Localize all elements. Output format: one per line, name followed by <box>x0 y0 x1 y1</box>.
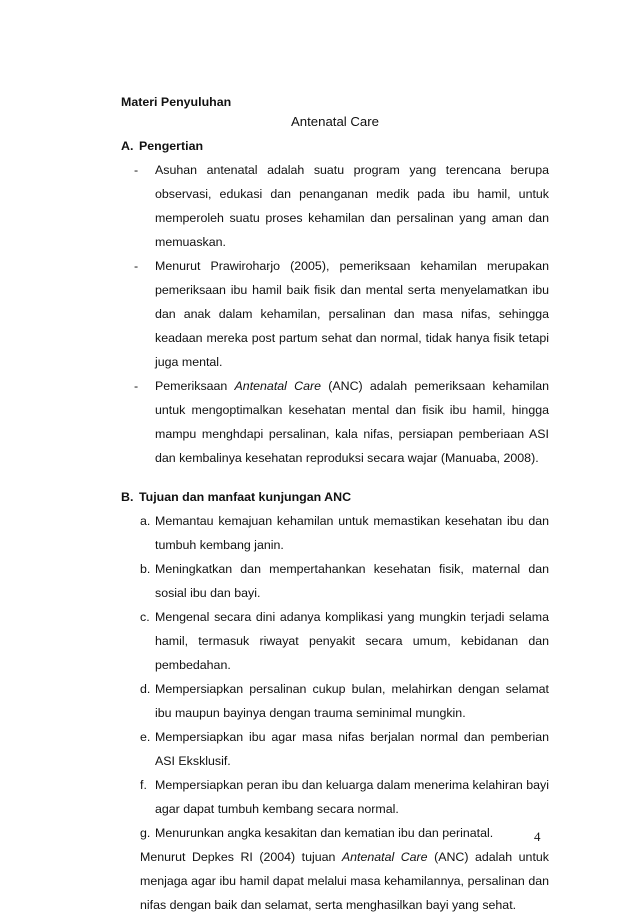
objective-text: Menurunkan angka kesakitan dan kematian ibu dan perinatal. <box>155 826 494 840</box>
section-b-title: Tujuan dan manfaat kunjungan ANC <box>139 490 352 504</box>
bullet-dash: - <box>134 259 139 273</box>
objective-item <box>121 509 549 557</box>
objectives-list <box>121 509 549 845</box>
bullet-dash: - <box>134 379 139 393</box>
definition-item <box>121 254 549 374</box>
section-b-letter: B. <box>121 490 134 504</box>
objective-text: Memantau kemajuan kehamilan untuk memastikan kesehatan ibu dan tumbuh kembang janin. <box>155 514 549 552</box>
objective-marker: b. <box>140 562 151 576</box>
objective-item <box>121 773 549 821</box>
section-a-letter: A. <box>121 139 134 153</box>
objective-item <box>121 557 549 605</box>
objective-marker: c. <box>140 610 150 624</box>
objective-text: Mengenal secara dini adanya komplikasi yang mungkin terjadi selama hamil, termasuk riwayat penyakit secara umum, kebidanan dan pembedahan. <box>155 610 549 672</box>
definition-item <box>121 158 549 254</box>
definition-text: Asuhan antenatal adalah suatu program yang terencana berupa observasi, edukasi dan penanganan medik pada ibu hamil, untuk memperoleh suatu proses kehamilan dan persalinan yang aman dan memuaskan. <box>155 163 549 249</box>
definition-item <box>121 374 549 470</box>
document-body <box>121 90 549 917</box>
objective-marker: f. <box>140 778 147 792</box>
closing-text-post: (ANC) adalah untuk menjaga agar ibu hamil dapat melalui masa kehamilannya, persalinan dan nifas dengan baik dan selamat, serta menghasilkan bayi yang sehat. <box>140 850 549 912</box>
objective-text: Mempersiapkan peran ibu dan keluarga dalam menerima kelahiran bayi agar dapat tumbuh kembang secara normal. <box>155 778 549 816</box>
definition-list <box>121 158 549 470</box>
bullet-dash: - <box>134 163 139 177</box>
closing-italic-term: Antenatal Care <box>341 850 428 864</box>
objective-text: Mempersiapkan persalinan cukup bulan, melahirkan dengan selamat ibu maupun bayinya dengan trauma seminimal mungkin. <box>155 682 549 720</box>
section-a-title: Pengertian <box>139 139 204 153</box>
document-title: Antenatal Care <box>291 114 379 129</box>
objective-item <box>121 821 549 845</box>
definition-text: Menurut Prawiroharjo (2005), pemeriksaan kehamilan merupakan pemeriksaan ibu hamil baik fisik dan mental serta menyelamatkan ibu dan anak dalam kehamilan, persalinan dan masa nifas, sehingga keadaan mereka post partum sehat dan normal, tidak hanya fisik tetapi juga mental. <box>155 259 549 369</box>
objective-marker: d. <box>140 682 151 696</box>
objective-text: Meningkatkan dan mempertahankan kesehatan fisik, maternal dan sosial ibu dan bayi. <box>155 562 549 600</box>
objective-marker: g. <box>140 826 151 840</box>
section-spacer <box>121 470 549 485</box>
document-label: Materi Penyuluhan <box>121 95 232 109</box>
definition-italic-term: Antenatal Care <box>234 379 321 393</box>
objective-marker: e. <box>140 730 151 744</box>
closing-paragraph <box>121 845 549 917</box>
objective-item <box>121 725 549 773</box>
closing-text-pre: Menurut Depkes RI (2004) tujuan <box>140 850 342 864</box>
objective-item <box>121 605 549 677</box>
definition-text-pre: Pemeriksaan <box>155 379 235 393</box>
page-number: 4 <box>534 829 541 844</box>
definition-text-post: (ANC) adalah pemeriksaan kehamilan untuk mengoptimalkan kesehatan mental dan fisik ibu hamil, hingga mampu menghdapi persalinan, kala nifas, persiapan pemberiaan ASI dan kembalinya kesehatan reproduksi secara wajar (Manuaba, 2008). <box>155 379 549 465</box>
objective-marker: a. <box>140 514 151 528</box>
objective-item <box>121 677 549 725</box>
section-a-heading <box>121 134 549 158</box>
objective-text: Mempersiapkan ibu agar masa nifas berjalan normal dan pemberian ASI Eksklusif. <box>155 730 549 768</box>
section-b-heading <box>121 485 549 509</box>
